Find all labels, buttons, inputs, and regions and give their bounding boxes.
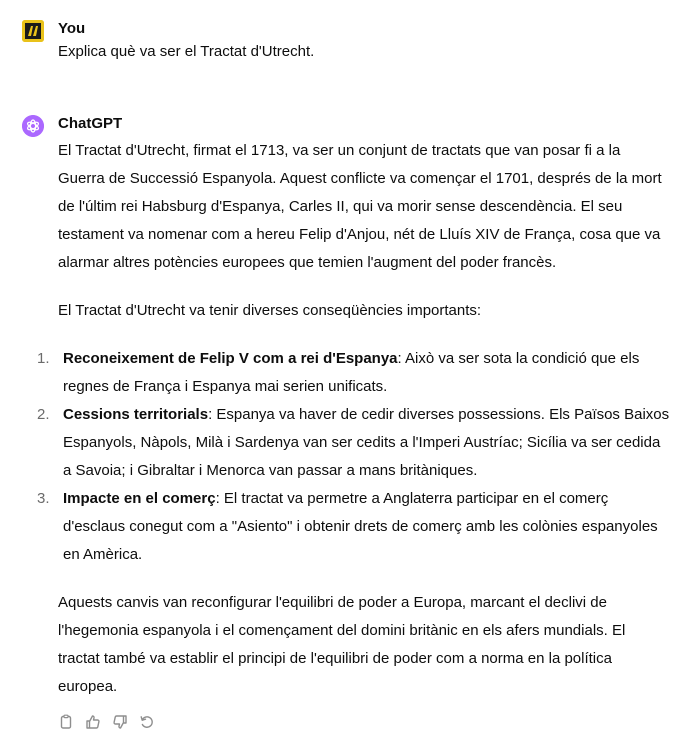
regenerate-icon [139, 714, 155, 730]
list-item-title: Impacte en el comerç [63, 490, 216, 507]
list-item [37, 401, 670, 485]
list-item [37, 345, 670, 401]
openai-logo-icon [22, 115, 44, 137]
list-item-number: 3. [37, 490, 50, 507]
chatgpt-avatar [22, 115, 44, 137]
list-item-text: : Espanya va haver de cedir diverses possessions. Els Països Baixos Espanyols, Nàpols, Milà i Sardenya van ser cedits a l'Imperi Austríac; Sicília va ser cedida a Savoia; i Gibraltar i Menorca van passar a mans britàniques. [63, 406, 670, 479]
assistant-name: ChatGPT [58, 115, 123, 132]
thumbs-up-button[interactable] [84, 713, 102, 731]
thumbs-down-icon [112, 714, 128, 730]
regenerate-button[interactable] [138, 713, 156, 731]
user-message: Explica què va ser el Tractat d'Utrecht. [58, 43, 315, 60]
thumbs-up-icon [85, 714, 101, 730]
list-item-number: 2. [37, 406, 50, 423]
message-actions [57, 713, 670, 731]
thumbs-down-button[interactable] [111, 713, 129, 731]
lead-paragraph: El Tractat d'Utrecht va tenir diverses conseqüències importants: [58, 302, 482, 319]
list-item [37, 485, 670, 569]
copy-icon [58, 714, 74, 730]
user-name: You [58, 20, 86, 37]
user-avatar [22, 20, 44, 42]
assistant-turn [22, 113, 670, 731]
list-item-title: Cessions territorials [63, 406, 209, 423]
intro-paragraph: El Tractat d'Utrecht, firmat el 1713, va ser un conjunt de tractats que van posar fi a la Guerra de Successió Espanyola. Aquest conflicte va començar el 1701, després de la mort de l'últim rei Habsburg d'Espanya, Carles II, qui va morir sense descendència. El seu testament va nomenar com a hereu Felip d'Anjou, nét de Lluís XIV de França, cosa que va alarmar altres potències europees que temien l'augment del poder francès. [58, 142, 662, 271]
list-item-text: : Això va ser sota la condició que els regnes de França i Espanya mai serien unificats. [63, 350, 640, 395]
copy-button[interactable] [57, 713, 75, 731]
list-item-number: 1. [37, 350, 50, 367]
user-turn [22, 18, 670, 63]
consequences-list [37, 345, 670, 569]
user-avatar-icon [22, 20, 44, 42]
list-item-title: Reconeixement de Felip V com a rei d'Espanya [63, 350, 398, 367]
conclusion-paragraph: Aquests canvis van reconfigurar l'equilibri de poder a Europa, marcant el declivi de l'hegemonia espanyola i el començament del domini britànic en els afers mundials. El tractat també va establir el principi de l'equilibri de poder com a norma en la política europea. [58, 594, 626, 695]
list-item-text: : El tractat va permetre a Anglaterra participar en el comerç d'esclaus conegut com a "Asiento" i obtenir drets de comerç amb les colònies espanyoles en Amèrica. [63, 490, 658, 563]
